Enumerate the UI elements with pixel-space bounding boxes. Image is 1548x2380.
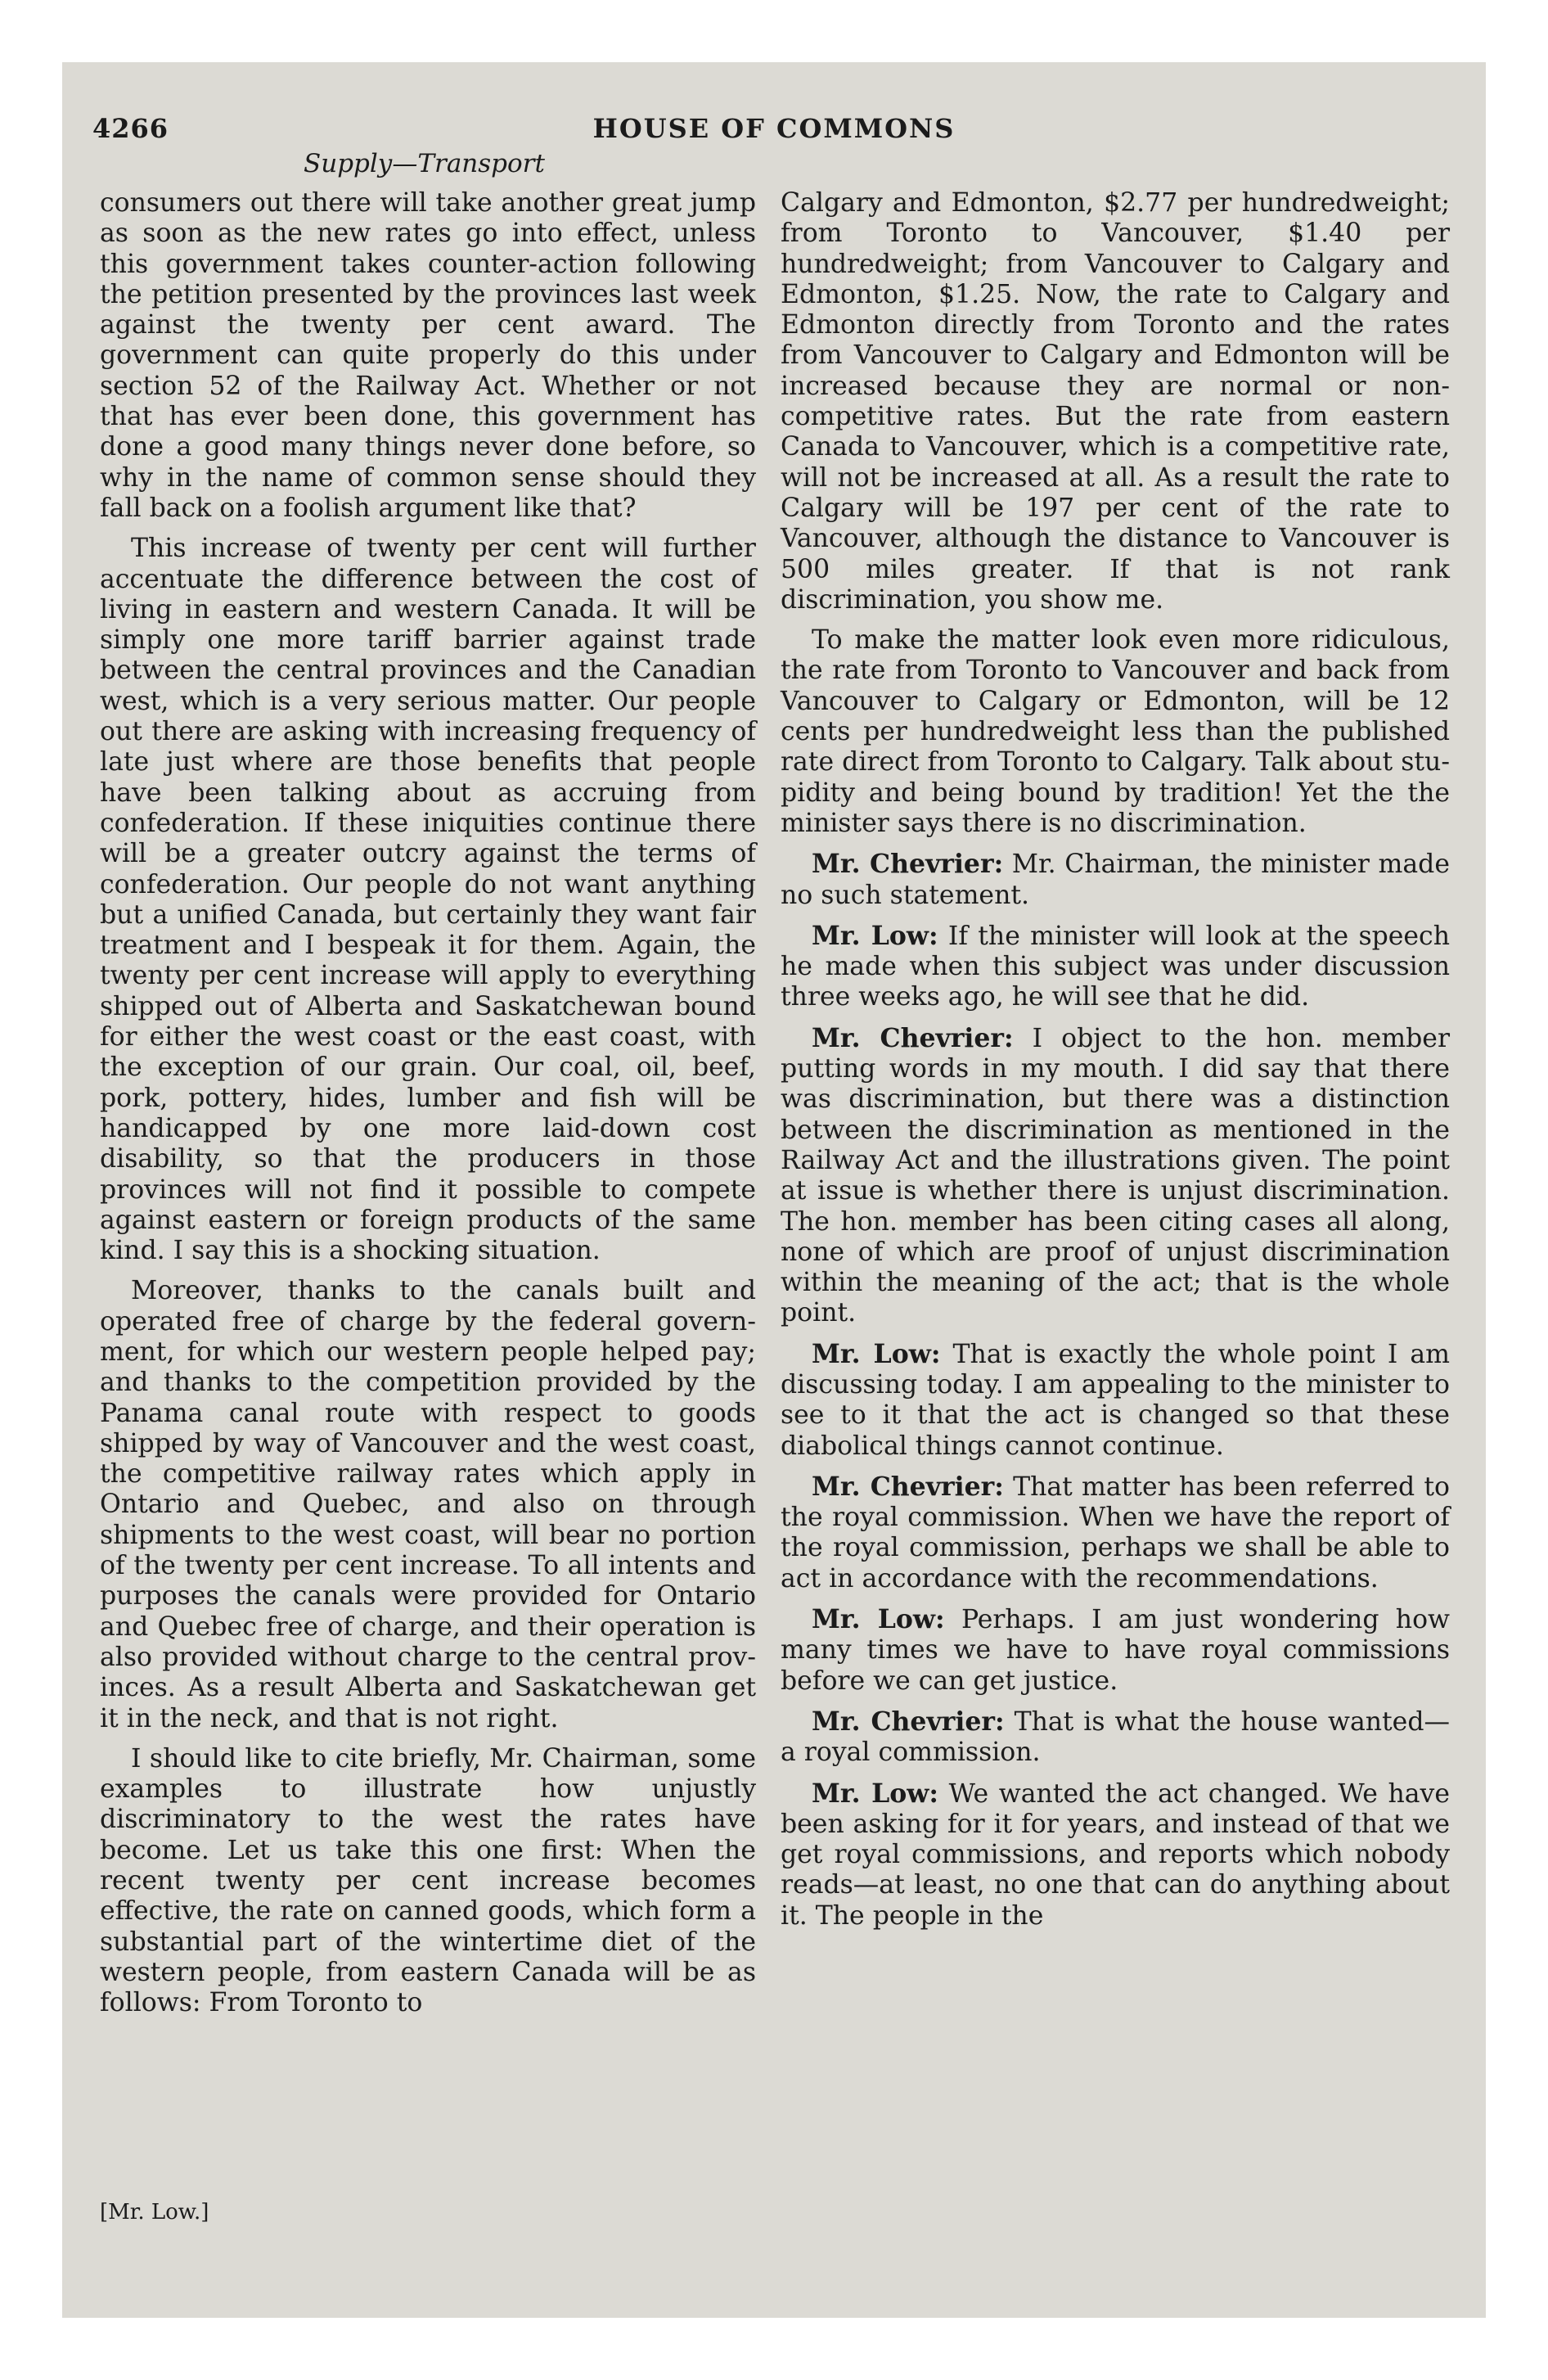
speaker-name: Mr. Low:	[812, 920, 938, 951]
left-column	[100, 188, 756, 2029]
speech-text: I object to the hon. member putting words in my mouth. I did say that there was discrimination, but there was a distinction between the discrimination as mentioned in the Railway Act and the illustrations given. The point at issue is whether there is unjust discrimination. The hon. member has been citing cases all along, none of which are proof of unjust discrimination within the meaning of the act; that is the whole point.	[781, 1023, 1451, 1328]
speaker-name: Mr. Chevrier:	[812, 1022, 1014, 1053]
speech-text: If the minister will look at the speech he made when this subject was under discussion three weeks ago, he will see that he did.	[781, 921, 1450, 1012]
speech	[781, 1339, 1450, 1462]
right-column	[781, 188, 1450, 1941]
speech-text: That is what the house wanted—a royal commission.	[781, 1706, 1450, 1768]
speaker-name: Mr. Chevrier:	[812, 1706, 1005, 1737]
speech	[781, 1023, 1450, 1329]
paragraph: Moreover, thanks to the canals built and operated free of charge by the federal government, for which our western people helped pay; and thanks to the competition provided by the Panama canal route with respect to goods shipped by way of Vancouver and the west coast, the competitive railway rates which apply in Ontario and Quebec, and also on through shipments to the west coast, will bear no portion of the twenty per cent increase. To all intents and purposes the canals were provided for Ontario and Quebec free of charge, and their operation is also provided without charge to the central provinces. As a result Alberta and Saskatchewan get it in the neck, and that is not right.	[100, 1276, 756, 1733]
running-head: HOUSE OF COMMONS	[592, 113, 956, 144]
speech	[781, 1604, 1450, 1697]
speaker-name: Mr. Chevrier:	[812, 1471, 1004, 1502]
paragraph: This increase of twenty per cent will further accentuate the difference between the cost of living in eastern and western Canada. It will be simply one more tariff barrier against trade between the central provinces and the Canadian west, which is a very serious matter. Our people out there are asking with increasing frequency of late just where are those benefits that people have been talking about as accruing from confederation. If these iniquities continue there will be a greater outcry against the terms of confederation. Our people do not want anything but a unified Canada, but certainly they want fair treatment and I bespeak it for them. Again, the twenty per cent increase will apply to everything shipped out of Alberta and Saskatchewan bound for either the west coast or the east coast, with the exception of our grain. Our coal, oil, beef, pork, pottery, hides, lumber and fish will be handicapped by one more laid-down cost disability, so that the producers in those provinces will not find it possible to compete against eastern or foreign products of the same kind. I say this is a shocking situation.	[100, 534, 756, 1266]
paragraph-text: To make the matter look even more ridiculous, the rate from Toronto to Vancouver and back from Vancouver to Calgary or Edmonton, will be 12 cents per hundredweight less than the published rate direct from Toronto to Calgary. Talk about stupidity and being bound by tradition! Yet the the minister says there is no discrimination.	[781, 625, 1450, 838]
speech	[781, 921, 1450, 1013]
paragraph: consumers out there will take another great jump as soon as the new rates go into effect, unless this government takes counter-action following the petition presented by the provinces last week against the twenty per cent award. The government can quite properly do this under section 52 of the Railway Act. Whether or not that has ever been done, this government has done a good many things never done before, so why in the name of common sense should they fall back on a foolish argument like that?	[100, 188, 756, 523]
speaker-name: Mr. Low:	[812, 1604, 945, 1635]
scanned-page	[62, 62, 1486, 2318]
paragraph	[781, 188, 1450, 615]
speech-text: That is exactly the whole point I am discussing today. I am appealing to the minister to see to it that the act is changed so that these diabolical things cannot continue.	[781, 1339, 1450, 1461]
speech-text: Mr. Chairman, the minister made no such statement.	[781, 850, 1450, 910]
speech-text: Perhaps. I am just wondering how many times we have to have royal commissions before we can get justice.	[781, 1605, 1450, 1696]
speech	[781, 849, 1450, 911]
speech-text: That matter has been referred to the royal commission. When we have the report of the royal commission, perhaps we shall be able to act in accordance with the recommendations.	[781, 1472, 1451, 1593]
speech-text: We wanted the act changed. We have been asking for it for years, and instead of that we get royal commissions, and reports which nobody reads—at least, no one that can do anything about it. The people in the	[781, 1778, 1450, 1931]
section-subheading: Supply—Transport	[304, 149, 545, 178]
paragraph-text: Calgary and Edmonton, $2.77 per hundredweight; from Toronto to Vancouver, $1.40 per hundredweight; from Vancouver to Calgary and Edmonton, $1.25. Now, the rate to Calgary and Edmonton directly from Toronto and the rates from Vancouver to Calgary and Edmonton will be increased because they are normal or non-competitive rates. But the rate from eastern Canada to Vancouver, which is a competitive rate, will not be increased at all. As a result the rate to Calgary will be 197 per cent of the rate to Vancouver, although the distance to Vancouver is 500 miles greater. If that is not rank discrimination, you show me.	[781, 188, 1450, 615]
paragraph: I should like to cite briefly, Mr. Chairman, some examples to illustrate how unjustly discriminatory to the west the rates have become. Let us take this one first: When the recent twenty per cent increase becomes effective, the rate on canned goods, which form a substantial part of the wintertime diet of the western people, from eastern Canada will be as follows: From Toronto to	[100, 1743, 756, 2018]
speaker-name: Mr. Low:	[812, 1778, 939, 1809]
speech	[781, 1778, 1450, 1931]
speech	[781, 1706, 1450, 1769]
speaker-footer: [Mr. Low.]	[100, 2200, 209, 2224]
speaker-name: Mr. Chevrier:	[812, 849, 1004, 880]
speaker-name: Mr. Low:	[812, 1338, 941, 1369]
paragraph	[781, 625, 1450, 839]
speech	[781, 1472, 1450, 1594]
page-number: 4266	[92, 113, 169, 144]
